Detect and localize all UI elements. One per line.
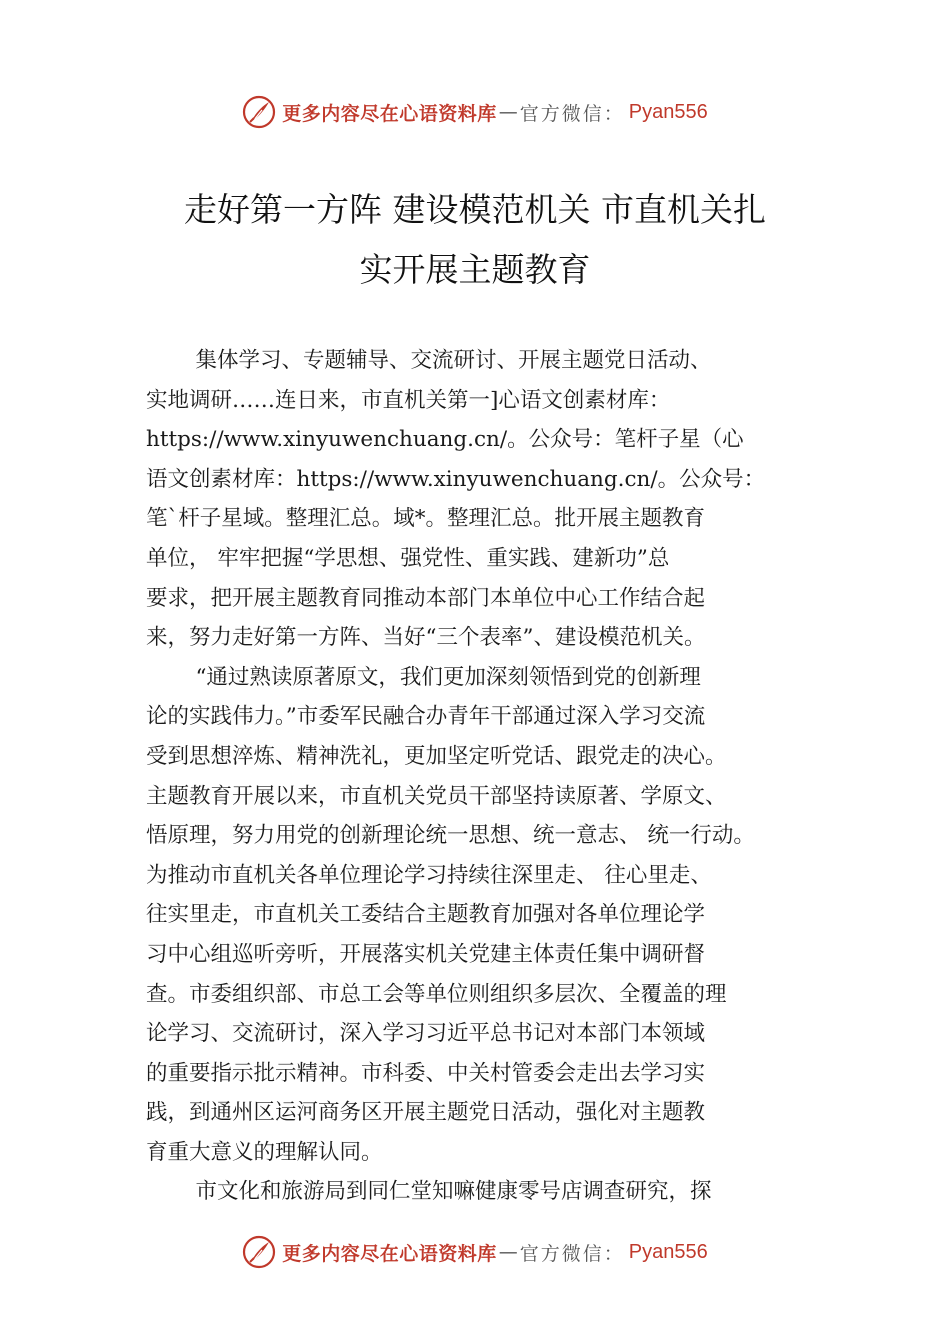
- footer-banner-wechat-id: Pyan556: [628, 1240, 708, 1263]
- paragraph-2-line: 习中心组巡听旁听，开展落实机关党建主体责任集中调研督: [146, 941, 706, 967]
- quill-logo-icon: [242, 1235, 276, 1269]
- paragraph-2-line: 往实里走，市直机关工委结合主题教育加强对各单位理论学: [146, 902, 706, 928]
- header-banner-dash: —: [498, 101, 518, 123]
- quill-logo-icon: [242, 95, 276, 129]
- paragraph-1-line: https://www.xinyuwenchuang.cn/。公众号：笔杆子星（心: [146, 427, 744, 453]
- paragraph-2-line: 的重要指示批示精神。市科委、中关村管委会走出去学习实: [146, 1060, 706, 1086]
- footer-banner-dash: —: [498, 1241, 518, 1263]
- footer-banner: [0, 1232, 950, 1272]
- header-banner-wechat-id: Pyan556: [628, 100, 708, 123]
- paragraph-3: [146, 1172, 846, 1212]
- paragraph-1-line: 单位， 牢牢把握“学思想、强党性、重实践、建新功”总: [146, 545, 670, 571]
- document-title-line-2: 实开展主题教育: [359, 250, 591, 289]
- paragraph-1-line: 要求，把开展主题教育同推动本部门本单位中心工作结合起: [146, 585, 706, 611]
- paragraph-2-line: 受到思想淬炼、精神洗礼，更加坚定听党话、跟党走的决心。: [146, 743, 727, 769]
- paragraph-1: [146, 341, 846, 658]
- paragraph-2-line: 为推动市直机关各单位理论学习持续往深里走、 往心里走、: [146, 862, 712, 888]
- paragraph-1-line: 笔`杆子星域。整理汇总。域*。整理汇总。批开展主题教育: [146, 506, 706, 532]
- paragraph-2-line: 论的实践伟力。”市委军民融合办青年干部通过深入学习交流: [146, 704, 706, 730]
- document-title: [140, 180, 810, 300]
- paragraph-1-line: 集体学习、专题辅导、交流研讨、开展主题党日活动、: [195, 348, 712, 373]
- paragraph-2: [146, 658, 846, 1173]
- paragraph-1-line: 语文创素材库：https://www.xinyuwenchuang.cn/。公众号：: [146, 466, 766, 492]
- header-banner-text: 更多内容尽在心语资料库: [282, 102, 497, 125]
- header-banner: [0, 92, 950, 132]
- paragraph-2-line: 查。市委组织部、市总工会等单位则组织多层次、全覆盖的理: [146, 981, 727, 1007]
- footer-banner-wechat-label: 官方微信：: [519, 1242, 625, 1265]
- paragraph-3-line: 市文化和旅游局到同仁堂知嘛健康零号店调查研究，探: [195, 1179, 712, 1205]
- paragraph-1-line: 实地调研……连日来，市直机关第一]心语文创素材库：: [146, 387, 671, 413]
- paragraph-2-line: 主题教育开展以来，市直机关党员干部坚持读原著、学原文、: [146, 783, 727, 809]
- paragraph-2-line: 育重大意义的理解认同。: [146, 1139, 383, 1165]
- document-body: [146, 341, 846, 1212]
- header-banner-wechat-label: 官方微信：: [519, 102, 625, 125]
- footer-banner-text: 更多内容尽在心语资料库: [282, 1242, 497, 1265]
- paragraph-2-line: 践，到通州区运河商务区开展主题党日活动，强化对主题教: [146, 1100, 706, 1126]
- document-title-line-1: 走好第一方阵 建设模范机关 市直机关扎: [184, 190, 766, 229]
- paragraph-2-line: 悟原理，努力用党的创新理论统一思想、统一意志、 统一行动。: [146, 823, 755, 849]
- paragraph-2-line: “通过熟读原著原文，我们更加深刻领悟到党的创新理: [195, 664, 701, 690]
- paragraph-2-line: 论学习、交流研讨，深入学习习近平总书记对本部门本领域: [146, 1021, 706, 1047]
- paragraph-1-line: 来，努力走好第一方阵、当好“三个表率”、建设模范机关。: [146, 625, 706, 651]
